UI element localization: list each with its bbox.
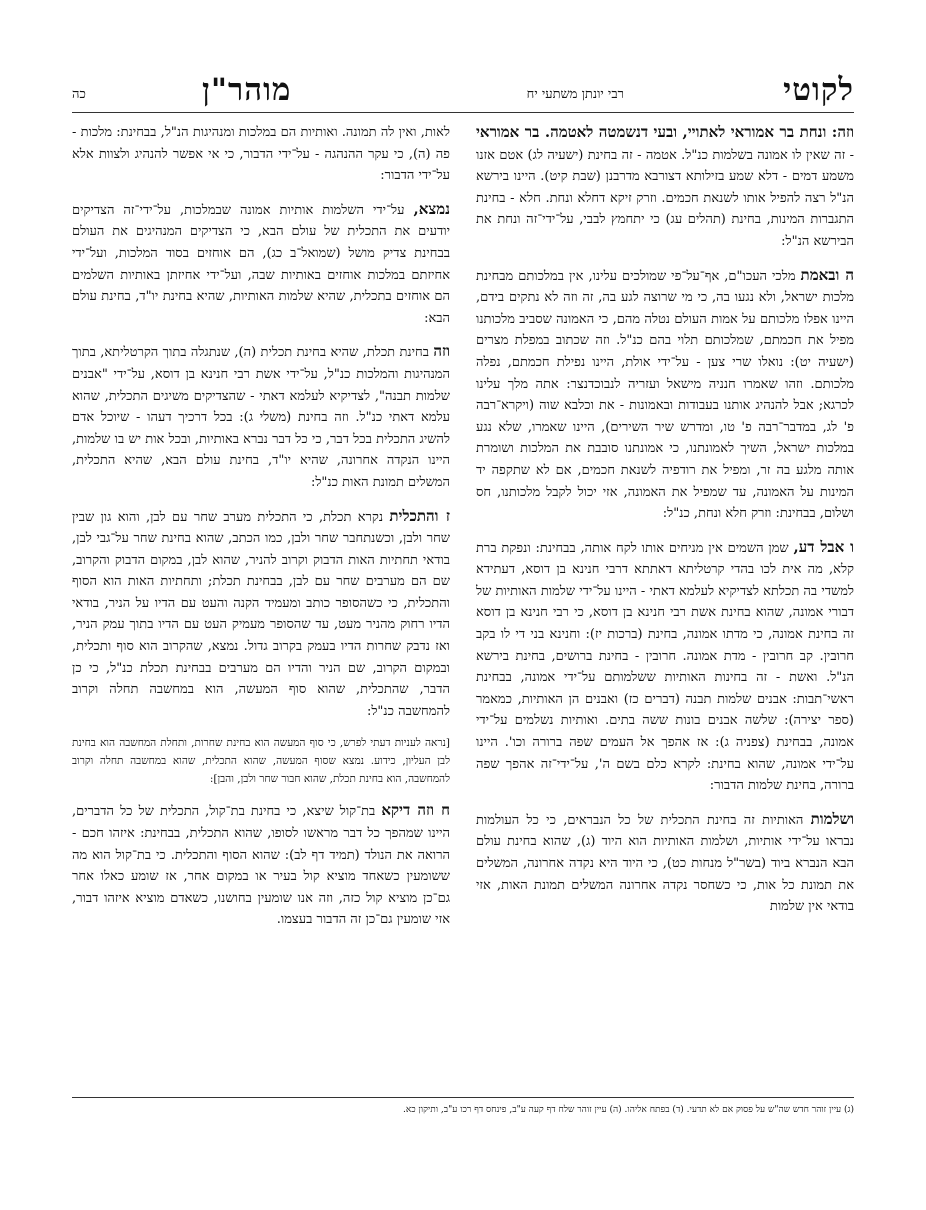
paragraph-lead: ז והתכלית <box>389 506 450 525</box>
paragraph <box>476 537 854 797</box>
paragraph-text: - זה שאין לו אמונה בשלמות כנ"ל. אטמה - זה בחינת (ישעיה לג) אטם אזנו משמע דמים - דלא שמע בזילותא דצורבא מדרבנן (שבת קיט). היינו בירשא הנ"ל רצה להפיל אותו לשנאת חכמים. וזרק זיקא דחלא ונחת. חלא - בחינת התגברות המינות, בחינת (תהלים עג) כי יתחמץ לבבי, על־ידי־זה ונחת את הבירשא הנ"ל: <box>476 147 854 249</box>
book-title-right: לקוטי <box>783 72 854 108</box>
paragraph <box>72 341 450 493</box>
paragraph-text: מלכי העכו"ם, אף־על־פי שמולכים עלינו, אין במלכותם מבחינת מלכות ישראל, ולא נגעו בה, כי מי שרוצה לגע בה, זה וזה לא נתקים בידם, היינו אפלו מלכותם על אמות העולם נטלה מהם, כי האמונה שסביב מלכותנו מפיל את חכמתם, שמלכותם תלוי בהם כנ"ל. וזה שכתוב במפלת מצרים (ישעיה יט): נואלו שרי צען - על־ידי אולת, היינו נפילת חכמתם, נפלה מלכותם. וזהו שאמרו חנניה מישאל ועזריה לנבוכדנצר: אתה מלך עלינו לכרגא; אבל להנהיג אותנו בעבודות ובאמונות - את וכלבא שוה (ויקרא־רבה פ' לג, במדבר־רבה פ' טו, ומדרש שיר השירים), היינו שאמרו, שלא נגע במלכות ישראל, השיך לאמונתנו, כי אמונתנו סובבת את המלכות ושומרת אותה מלגע בה זר, ומפיל את רודפיה לשנאת חכמים, אם לא שתקפה יד המינות על האמונה, עד שמפיל את האמונה, אזי יכול לקבל מלכותנו, חס ושלום, בבחינת: וזרק חלא ונחת, כנ"ל: <box>476 268 854 522</box>
paragraph-text: בת־קול שיצא, כי בחינת בת־קול, התכלית של כל הדברים, היינו שמהפך כל דבר מראשו לסופו, שהוא התכלית, בבחינת: איזהו חכם - הרואה את הנולד (תמיד דף לב): שהוא הסוף והתכלית. כי בת־קול הוא מה ששומעין כשאחד מוציא קול בעיר או במקום אחר, אז שומע כאלו אחר גם־כן מוציא קול כזה, וזה אנו שומעין בחושנו, כשאדם מוציא איזהו דבור, אזי שומעין גם־כן זה הדבור בעצמו. <box>72 804 450 928</box>
header-divider <box>72 112 854 113</box>
paragraph <box>476 122 854 253</box>
paragraph-lead: וזה: ונחת בר אמוראי לאתויי, ובעי דנשמטה לאטמה. בר אמוראי <box>476 123 854 141</box>
section-subtitle: רבי יונתן משתעי יח <box>526 87 624 102</box>
footnote-divider <box>72 1097 854 1098</box>
paragraph-lead: נמצא, <box>413 199 450 218</box>
footnotes: (ג) עיין זוהר חדש שה"ש על פסוק אם לא תדעי. (ד) בפתח אליהו. (ה) עיין זוהר שלח דף קעה ע"ב, פינחס דף רכו ע"ב, ותיקון כא. <box>402 1105 854 1115</box>
paragraph <box>72 199 450 330</box>
paragraph <box>72 122 450 187</box>
paragraph-text: בחינת תכלת, שהיא בחינת תכלית (ה), שנתגלה בתוך הקרטליתא, בתוך המנהיגות והמלכות כנ"ל, על־ידי אשת רבי חנינא בן דוסא, על־ידי "אבנים שלמות תבנה", לצדיקיא לעלמא דאתי - שהצדיקים משיגים התכלית, שהוא עלמא דאתי כנ"ל. וזה בחינת (משלי ג): בכל דרכיך דעהו - שיוכל אדם להשיג התכלית בכל דבר, כי כל דבר נברא באותיות, ובכל אות יש בו שלמות, היינו הנקדה אחרונה, שהיא יו"ד, בחינת עולם הבא, שהיא התכלית, המשלים תמונת האות כנ"ל: <box>72 345 450 490</box>
page-number: כה <box>72 87 86 102</box>
paragraph <box>476 265 854 525</box>
paragraph <box>72 506 450 723</box>
paragraph <box>72 800 450 931</box>
paragraph-lead: ושלמות <box>810 809 854 828</box>
paragraph-lead: וזה <box>433 342 450 361</box>
paragraph-text: לאות, ואין לה תמונה. ואותיות הם במלכות ומנהיגות הנ"ל, בבחינת: מלכות - פה (ה), כי עקר ההנהגה - על־ידי הדבור, כי אי אפשר להנהיג ולצוות אלא על־ידי הדבור: <box>72 125 450 184</box>
text-column-right <box>476 122 854 1182</box>
paragraph-text: שמן השמים אין מניחים אותו לקח אותה, בבחינת: ונפקת ברת קלא, מה אית לכו בהדי קרטליתא דאתתא דרבי חנינא בן דוסא, דעתידא למשדי בה תכלתא לצדיקיא לעלמא דאתי - היינו על־ידי שלמות האותיות של דבורי אמונה, שהוא בחינת אשת רבי חנינא בן דוסא, כי רבי חנינא בן דוסא זה בחינת אמונה, כי מדתו אמונה, בחינת (ברכות יז): וחנינא בני די לו בקב חרובין. קב חרובין - מדת אמונה. חרובין - בחינת ברושים, בחינת בירשא הנ"ל. ואשת - זה בחינות האותיות ששלמותם על־ידי אמונה, בבחינת ראשי־תבות: אבנים שלמות תבנה (דברים כז) ואבנים הן האותיות, כמאמר (ספר יצירה): שלשה אבנים בונות ששה בתים. ואותיות נשלמים על־ידי אמונה, בבחינת (צפניה ג): אז אהפך אל העמים שפה ברורה וכו'. היינו על־ידי אמונה, שהוא בחינת: לקרא כלם בשם ה', על־ידי־זה אהפך שפה ברורה, בחינת שלמות הדבור: <box>476 540 854 794</box>
paragraph-lead: ח וזה דיקא <box>381 801 450 820</box>
paragraph-lead: ה ובאמת <box>800 265 854 284</box>
page-header <box>72 72 854 112</box>
text-column-left <box>72 122 450 1182</box>
paragraph-text: האותיות זה בחינת התכלית של כל הנבראים, כי כל העולמות נבראו על־ידי אותיות, ושלמות האותיות הוא היוד (ג), שהוא בחינת עולם הבא הנברא ביוד (בשר"ל מנחות כט), כי היוד היא נקדה אחרונה, המשלים את תמונת כל אות, כי כשחסר נקדה אחרונה המשלים תמונת האות, אזי בודאי אין שלמות <box>476 812 854 915</box>
paragraph-text: נקרא תכלת, כי התכלית מערב שחר עם לבן, והוא גון שבין שחר ולבן, וכשנתחבר שחר ולבן, כמו הכתב, שהוא בחינת שחר על־גבי לבן, בודאי תחתיות האות הדבוק וקרוב להניר, שהוא לבן, במקום הדבוק והקרוב, שם הם מערבים שחר עם לבן, בבחינת תכלת; ותחתיות האות הוא הסוף והתכלית, כי כשהסופר כותב ומעמיד הקנה והעט עם הדיו על הניר, בודאי הדיו רחוק מהניר מעט, עד שהסופר מעמיק העט עם הדיו בתוך עמק הניר, ואז נדבק שחרות הדיו בעמק בקרוב גדול. נמצא, שהקרוב הוא סוף ותכלית, ובמקום הקרוב, שם הניר והדיו הם מערבים בבחינת תכלת כנ"ל, כי כן הדבר, שהתכלית, שהוא סוף המעשה, הוא במחשבה תחלה וקרוב להמחשבה כנ"ל: <box>72 509 450 719</box>
paragraph <box>476 809 854 918</box>
paragraph-lead: ו אבל דע, <box>793 537 854 556</box>
book-title-left: מוהר"ן <box>202 72 292 108</box>
bracketed-note: [נראה לעניות דעתי לפרש, כי סוף המעשה הוא בחינת שחרות, ותחלת המחשבה הוא בחינת לבן העליון, כידוע. נמצא שסוף המעשה, שהוא התכלית, שהוא במחשבה תחלה וקרוב להמחשבה, הוא בחינת תכלת, שהוא חבור שחר ולבן, והבן]: <box>72 737 450 786</box>
paragraph-text: על־ידי השלמות אותיות אמונה שבמלכות, על־ידי־זה הצדיקים יודעים את התכלית של עולם הבא, כי הצדיקים המנהיגים את העולם בבחינת צדיק מושל (שמואל־ב כג), הם אוחזים בסוד המלכות, ועל־ידי אחיזתם במלכות אוחזים באותיות שבה, ועל־ידי אחיזתן באותיות השלמים הם אוחזים בתכלית, שהיא שלמות האותיות, שהיא בחינת יו"ד, בחינת עולם הבא: <box>72 202 450 326</box>
